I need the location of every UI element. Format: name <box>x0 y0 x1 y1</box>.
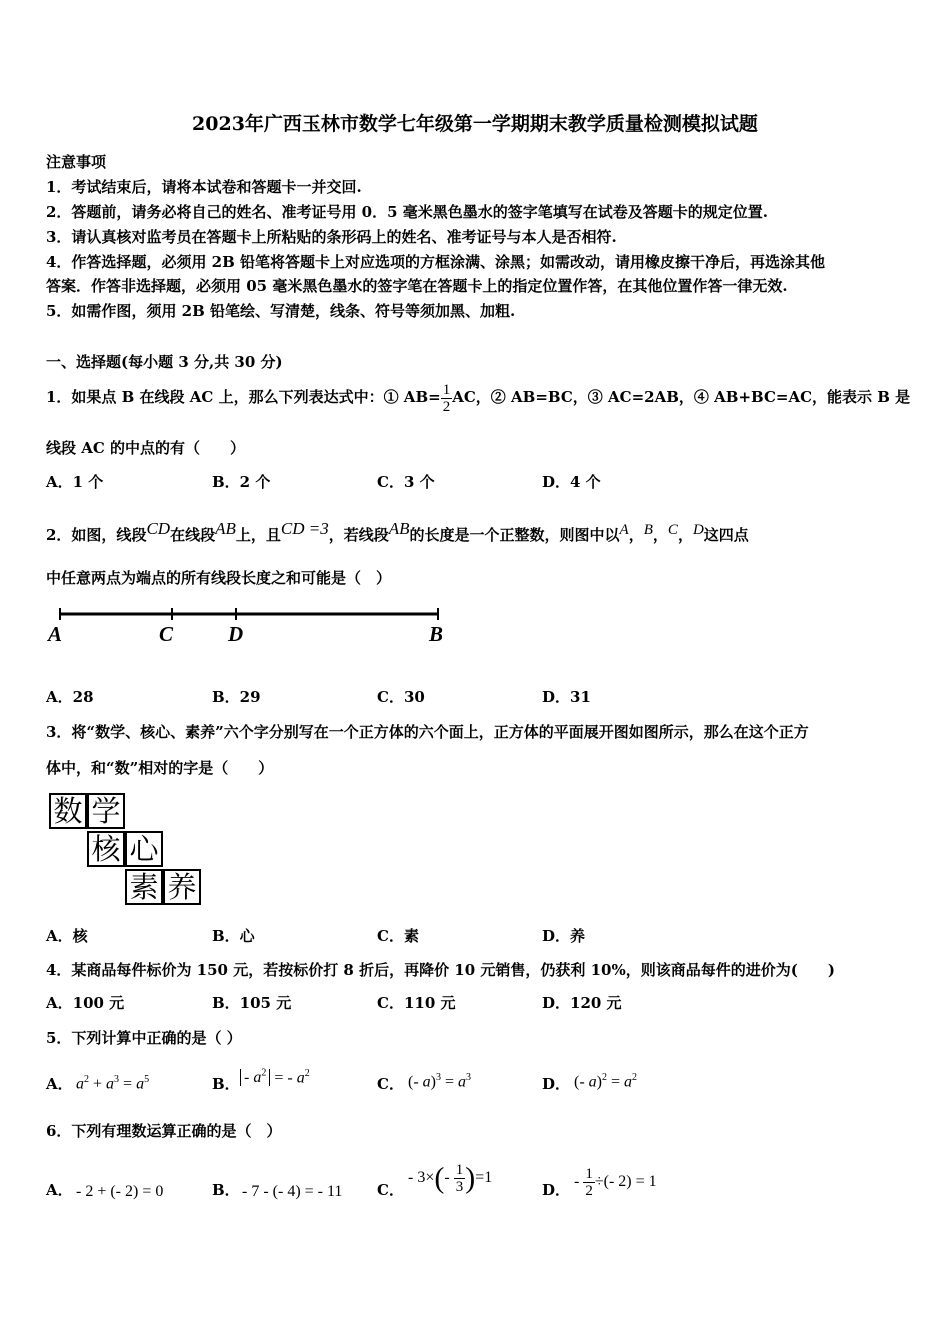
formula-c-pre: - 3× <box>408 1169 435 1186</box>
option-d: D．养 <box>542 927 586 945</box>
net-cell-he: 核 <box>87 831 125 867</box>
q2-text: 在线段 <box>170 526 216 544</box>
q2-text: ，若线段 <box>328 526 389 544</box>
math-d: D <box>692 522 704 538</box>
option-b: B．29 <box>212 688 261 706</box>
q2-text: 这四点 <box>703 526 749 544</box>
point-label-c: C <box>159 622 174 646</box>
question-4: 4．某商品每件标价为 150 元，若按标价打 8 折后，再降价 10 元销售，仍获利 10%，则该商品每件的进价为( ) <box>46 961 835 979</box>
math-b: B <box>643 522 653 538</box>
math-a: A <box>619 522 629 538</box>
fraction-denominator: 3 <box>455 1178 464 1195</box>
notice-item: 3．请认真核对监考员在答题卡上所粘贴的条形码上的姓名、准考证号与本人是否相符. <box>46 228 617 246</box>
q1-text-pre: 1．如果点 B 在线段 AC 上，那么下列表达式中：① AB= <box>46 388 441 406</box>
option-d: D．120 元 <box>542 994 622 1012</box>
option-c-label: C． <box>377 1181 404 1199</box>
net-cell-su: 素 <box>125 869 163 905</box>
math-ab: AB <box>215 519 236 538</box>
option-b-label: B． <box>212 1075 240 1093</box>
option-a: A．100 元 <box>46 994 125 1012</box>
fraction-denominator: 2 <box>585 1182 593 1199</box>
option-a: A．1 个 <box>46 473 104 491</box>
option-c: C．30 <box>377 688 425 706</box>
option-d-label: D． <box>542 1075 571 1093</box>
formula-d <box>574 1160 657 1204</box>
formula-b: - $a^2$ = - $a^2$ <box>240 1064 310 1088</box>
option-b: B．105 元 <box>212 994 292 1012</box>
question-1 <box>46 380 910 415</box>
minus-sign: - <box>444 1169 454 1186</box>
option-d: D．4 个 <box>542 473 601 491</box>
formula-c <box>408 1156 492 1200</box>
math-ab: AB <box>388 519 410 538</box>
math-cd-eq-3: CD =3 <box>280 519 329 538</box>
q2-text: ， <box>652 526 668 544</box>
formula-b: - 7 - (- 4) = - 11 <box>242 1183 343 1200</box>
fraction-half <box>583 1166 595 1199</box>
math-c: C <box>667 522 678 538</box>
option-a-label: A． <box>46 1075 73 1093</box>
paren-close: ) <box>465 1161 476 1195</box>
option-c: C．素 <box>377 927 419 945</box>
q2-text: 的长度是一个正整数，则图中以 <box>409 526 620 544</box>
point-label-a: A <box>48 622 63 646</box>
notice-item: 1．考试结束后，请将本试卷和答题卡一并交回. <box>46 178 362 196</box>
page-title: 2023年广西玉林市数学七年级第一学期期末教学质量检测模拟试题 <box>192 113 758 135</box>
point-label-d: D <box>228 622 244 646</box>
net-cell-yang: 养 <box>163 869 201 905</box>
option-a-label: A． <box>46 1181 73 1199</box>
question-3-line2: 体中，和“数”相对的字是（ ） <box>46 759 274 777</box>
fraction-numerator: 1 <box>455 1161 464 1178</box>
fraction-numerator: 1 <box>585 1165 593 1182</box>
notice-heading: 注意事项 <box>46 153 107 171</box>
question-2 <box>46 512 749 552</box>
net-cell-shu: 数 <box>49 793 87 829</box>
question-1-line2: 线段 AC 的中点的有（ ） <box>46 439 246 457</box>
notice-item: 答案．作答非选择题，必须用 05 毫米黑色墨水的签字笔在答题卡上的指定位置作答，在其他位置作答一律无效. <box>46 277 788 295</box>
option-b-label: B． <box>212 1181 240 1199</box>
fraction-third <box>454 1162 466 1195</box>
q2-text: ， <box>628 526 644 544</box>
formula-a: $a^2 + a^3 = a^5$ <box>76 1074 150 1093</box>
question-3: 3．将“数学、核心、素养”六个字分别写在一个正方体的六个面上，正方体的平面展开图如图所示，那么在这个正方 <box>46 723 809 741</box>
net-cell-xue: 学 <box>87 793 125 829</box>
option-c: C．3 个 <box>377 473 435 491</box>
option-d: D．31 <box>542 688 591 706</box>
formula-c: (- $a)^3 = a^3$ <box>408 1072 472 1091</box>
q2-text: 上，且 <box>235 526 281 544</box>
question-6: 6．下列有理数运算正确的是（ ） <box>46 1122 282 1140</box>
net-cell-xin: 心 <box>125 831 163 867</box>
formula-a: - 2 + (- 2) = 0 <box>76 1183 164 1200</box>
point-label-b: B <box>429 622 444 646</box>
q2-text: 2．如图，线段 <box>46 526 147 544</box>
math-cd: CD <box>146 519 171 538</box>
q1-text-post: AC，② AB=BC，③ AC=2AB，④ AB+BC=AC，能表示 B 是 <box>452 388 911 406</box>
option-b: B．心 <box>212 927 255 945</box>
q2-text: ， <box>677 526 693 544</box>
fraction-numerator: 1 <box>442 381 451 398</box>
segment-figure <box>50 604 450 624</box>
option-a: A．28 <box>46 688 94 706</box>
formula-d-post: ÷(- 2) = 1 <box>594 1173 657 1190</box>
option-a: A．核 <box>46 927 88 945</box>
section-heading: 一、选择题(每小题 3 分,共 30 分) <box>46 353 283 371</box>
option-b: B．2 个 <box>212 473 271 491</box>
formula-d-pre: - <box>574 1173 580 1190</box>
question-5: 5．下列计算中正确的是（ ） <box>46 1029 242 1047</box>
option-d-label: D． <box>542 1181 571 1199</box>
notice-item: 4．作答选择题，必须用 2B 铅笔将答题卡上对应选项的方框涂满、涂黑；如需改动，请用橡皮擦干净后，再选涂其他 <box>46 253 826 271</box>
option-c: C．110 元 <box>377 994 456 1012</box>
paren-open: ( <box>434 1161 445 1195</box>
fraction-denominator: 2 <box>442 398 451 415</box>
fraction-half <box>441 382 453 415</box>
question-2-line2: 中任意两点为端点的所有线段长度之和可能是（ ） <box>46 569 392 587</box>
formula-d: (- $a)^2 = a^2$ <box>574 1072 638 1091</box>
notice-item: 5．如需作图，须用 2B 铅笔绘、写清楚，线条、符号等须加黑、加粗. <box>46 302 516 320</box>
option-c-label: C． <box>377 1075 404 1093</box>
notice-item: 2．答题前，请务必将自己的姓名、准考证号用 0．5 毫米黑色墨水的签字笔填写在试卷及答题卡的规定位置. <box>46 203 768 221</box>
formula-c-post: =1 <box>475 1169 493 1186</box>
